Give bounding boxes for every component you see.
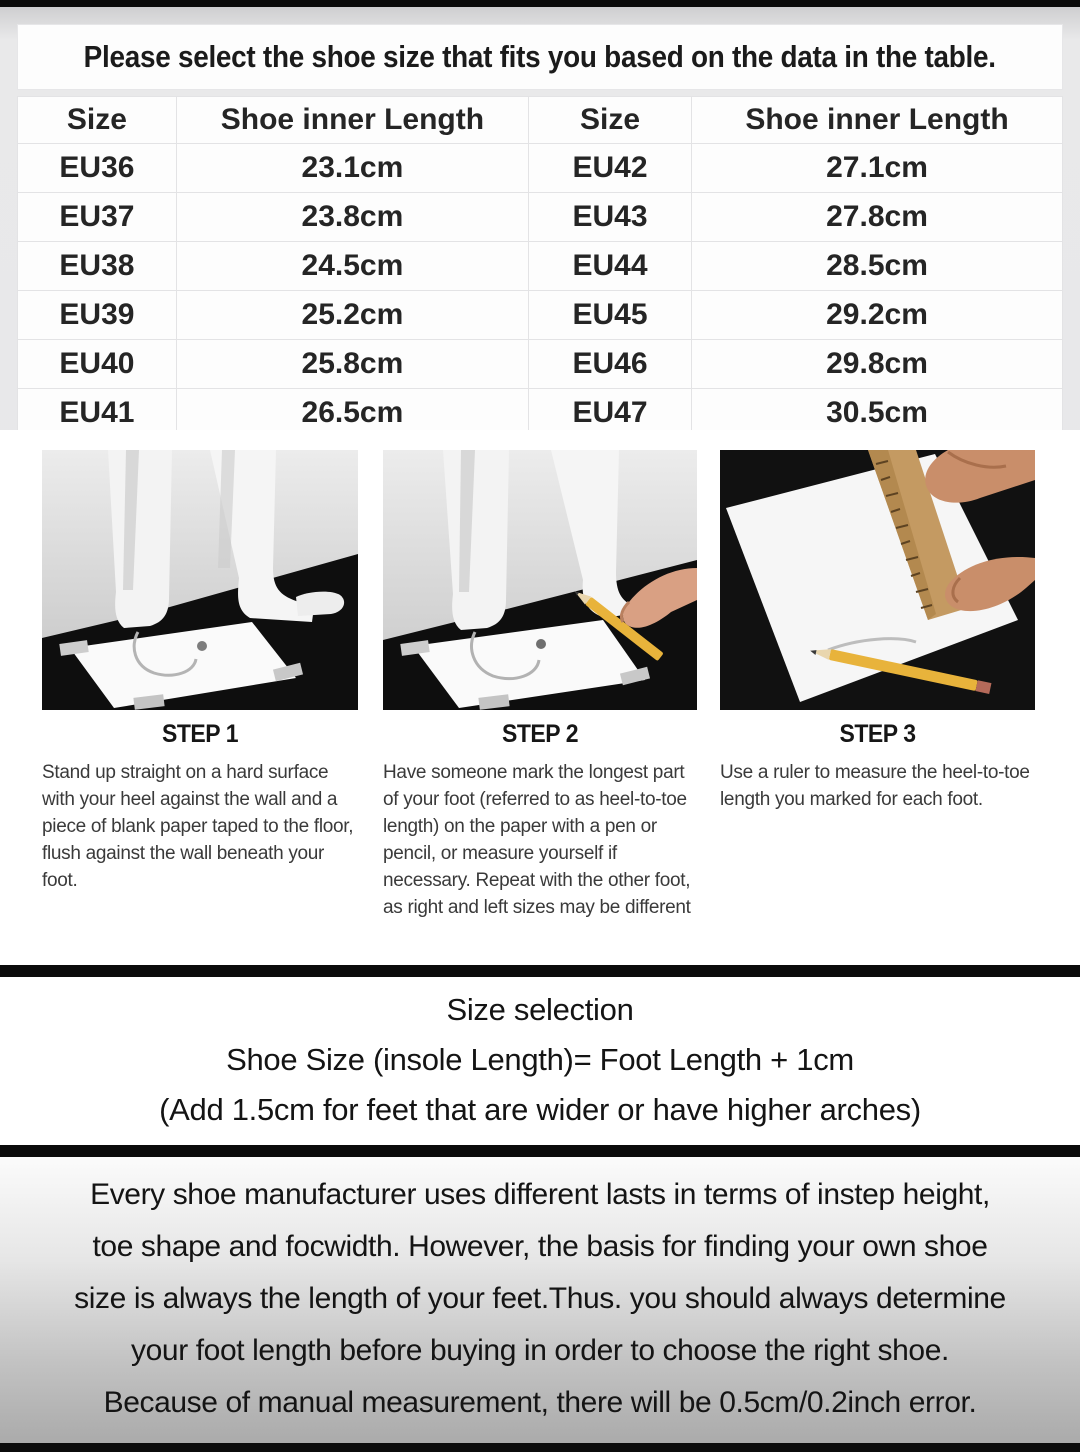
size-cell: EU47 xyxy=(528,389,691,438)
step-1-description: Stand up straight on a hard surface with your heel against the wall and a piece of blank paper taped to the floor, flush against the wall beneath your foot. xyxy=(42,762,354,891)
length-cell: 24.5cm xyxy=(176,242,528,291)
step-3-column xyxy=(720,450,1035,813)
length-cell: 27.1cm xyxy=(692,144,1063,193)
step-2-label: STEP 2 xyxy=(501,720,579,748)
size-cell: EU40 xyxy=(18,340,177,389)
step-1-label: STEP 1 xyxy=(161,720,239,748)
size-cell: EU44 xyxy=(528,242,691,291)
size-selection-title: Size selection xyxy=(446,992,634,1027)
footer-line: Because of manual measurement, there will be 0.5cm/0.2inch error. xyxy=(103,1386,977,1419)
step-2-description: Have someone mark the longest part of your foot (referred to as heel-to-toe length) on the paper with a pen or pencil, or measure yourself if necessary. Repeat with the other foot, as right and left sizes may be different xyxy=(383,762,691,918)
size-selection-section xyxy=(0,977,1080,1145)
col-header-size-right: Size xyxy=(528,97,691,144)
length-cell: 30.5cm xyxy=(692,389,1063,438)
page-title: Please select the shoe size that fits you based on the data in the table. xyxy=(83,39,997,74)
size-cell: EU41 xyxy=(18,389,177,438)
size-cell: EU45 xyxy=(528,291,691,340)
col-header-length-left: Shoe inner Length xyxy=(176,97,528,144)
footer-line: size is always the length of your feet.Thus. you should always determine xyxy=(74,1282,1006,1315)
col-header-length-right: Shoe inner Length xyxy=(692,97,1063,144)
size-cell: EU39 xyxy=(18,291,177,340)
footer-line: Every shoe manufacturer uses different lasts in terms of instep height, xyxy=(90,1178,990,1211)
length-cell: 27.8cm xyxy=(692,193,1063,242)
step-3-description: Use a ruler to measure the heel-to-toe length you marked for each foot. xyxy=(720,762,1030,810)
table-row xyxy=(18,340,1063,389)
footer-line: your foot length before buying in order to choose the right shoe. xyxy=(131,1334,949,1367)
page-title-box xyxy=(17,24,1063,90)
feet-standing-on-paper-photo xyxy=(42,450,358,710)
size-table xyxy=(17,96,1063,438)
size-cell: EU36 xyxy=(18,144,177,193)
size-table-panel xyxy=(17,24,1063,438)
manufacturer-note-section xyxy=(0,1157,1080,1452)
size-selection-formula: Shoe Size (insole Length)= Foot Length + 1cm xyxy=(226,1042,854,1077)
length-cell: 28.5cm xyxy=(692,242,1063,291)
table-header-row xyxy=(18,97,1063,144)
table-row xyxy=(18,242,1063,291)
length-cell: 29.2cm xyxy=(692,291,1063,340)
length-cell: 29.8cm xyxy=(692,340,1063,389)
length-cell: 23.8cm xyxy=(176,193,528,242)
table-row xyxy=(18,291,1063,340)
top-black-bar xyxy=(0,0,1080,7)
table-row xyxy=(18,193,1063,242)
col-header-size-left: Size xyxy=(18,97,177,144)
footer-line: toe shape and focwidth. However, the basis for finding your own shoe xyxy=(92,1230,988,1263)
hand-marking-foot-with-pencil-photo xyxy=(383,450,697,710)
divider-bar-bottom xyxy=(0,1145,1080,1157)
size-cell: EU38 xyxy=(18,242,177,291)
size-cell: EU43 xyxy=(528,193,691,242)
table-row xyxy=(18,144,1063,193)
length-cell: 25.8cm xyxy=(176,340,528,389)
step-3-label: STEP 3 xyxy=(839,720,916,748)
size-cell: EU46 xyxy=(528,340,691,389)
bottom-black-bar xyxy=(0,1443,1080,1452)
length-cell: 25.2cm xyxy=(176,291,528,340)
size-cell: EU42 xyxy=(528,144,691,193)
length-cell: 23.1cm xyxy=(176,144,528,193)
size-cell: EU37 xyxy=(18,193,177,242)
step-1-column xyxy=(42,450,358,894)
step-2-column xyxy=(383,450,697,921)
measuring-steps-section xyxy=(0,430,1080,965)
divider-bar-top xyxy=(0,965,1080,977)
length-cell: 26.5cm xyxy=(176,389,528,438)
size-selection-note: (Add 1.5cm for feet that are wider or have higher arches) xyxy=(159,1092,921,1127)
ruler-measuring-marked-length-photo xyxy=(720,450,1035,710)
